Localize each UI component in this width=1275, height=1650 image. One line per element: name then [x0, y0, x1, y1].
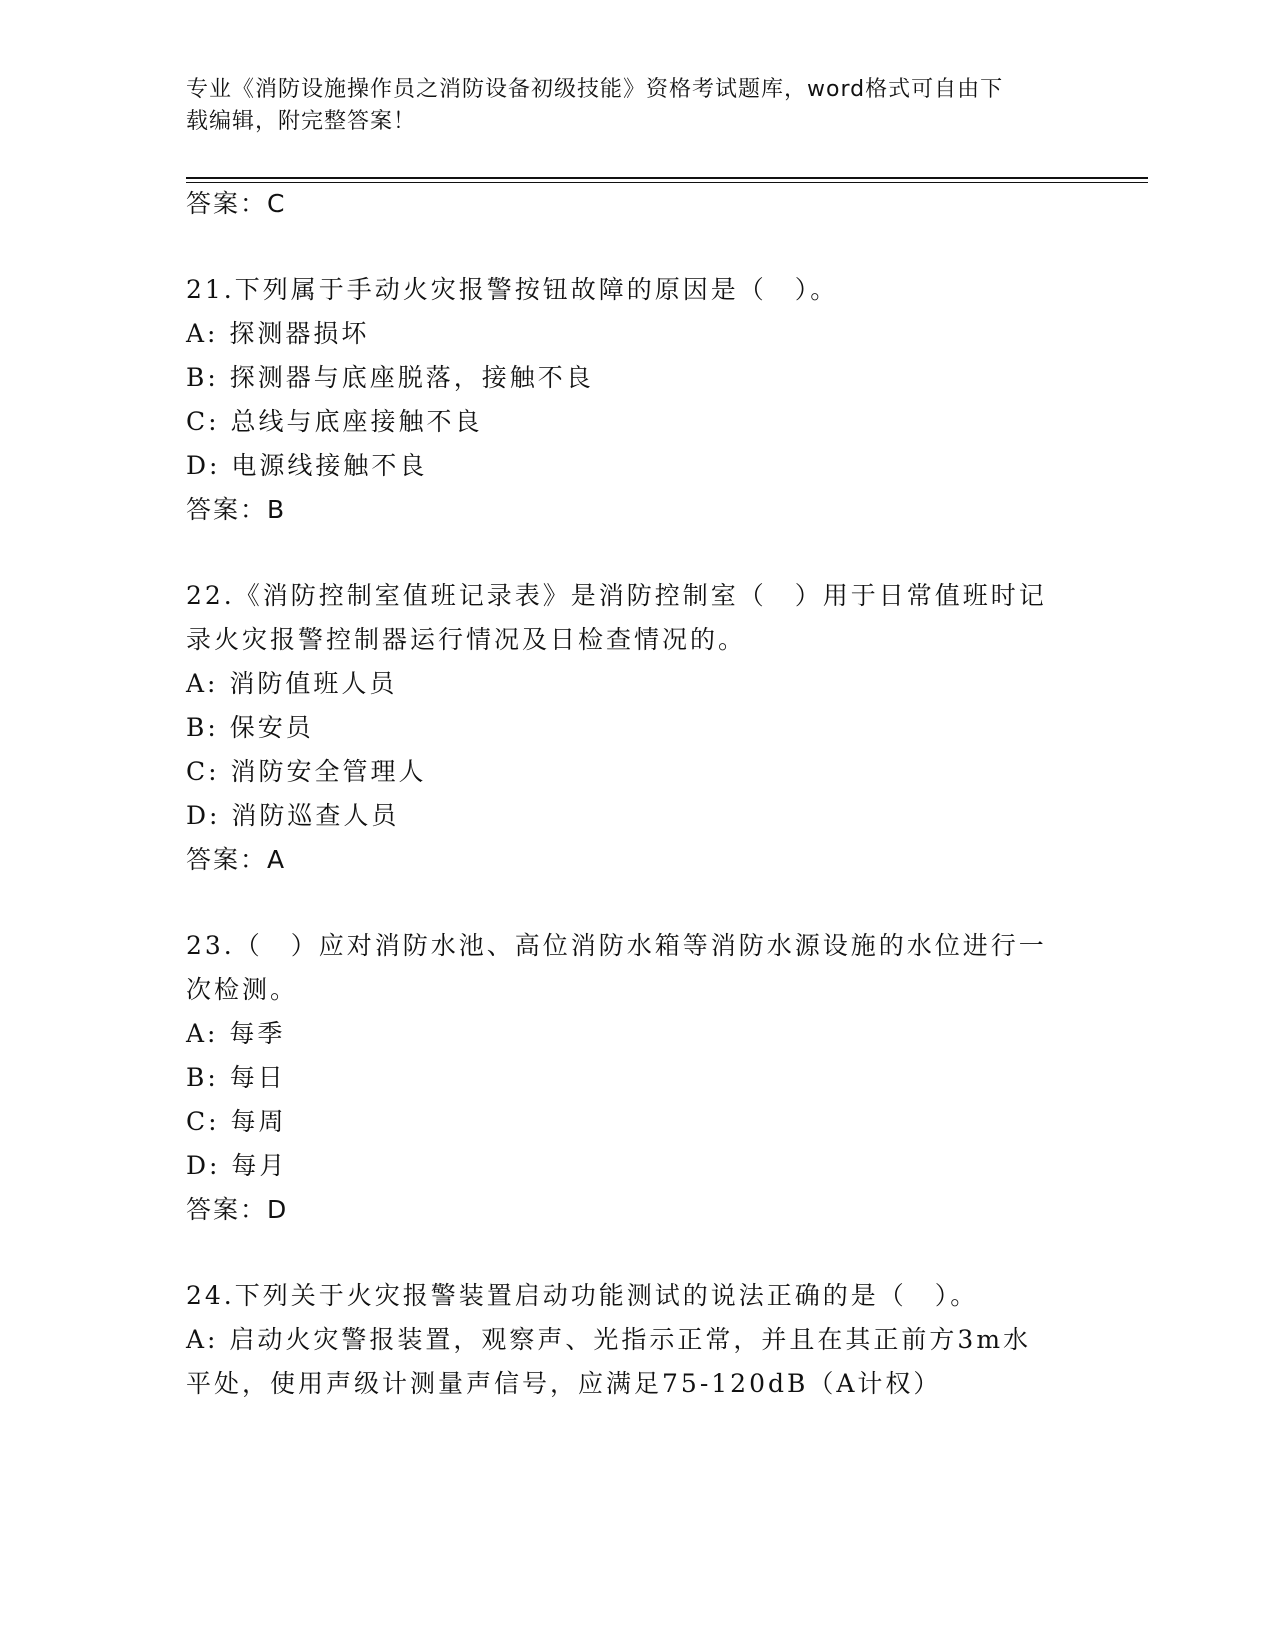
question-23-option-c: C: 每周 — [186, 1107, 287, 1136]
document-header — [186, 74, 1066, 138]
question-23-option-b: B: 每日 — [186, 1063, 286, 1092]
header-divider-thin — [186, 182, 1148, 183]
question-21-option-b: B: 探测器与底座脱落，接触不良 — [186, 363, 594, 392]
question-23-option-d: D: 每月 — [186, 1151, 288, 1180]
question-22-option-c: C: 消防安全管理人 — [186, 757, 427, 786]
header-line-1: 专业《消防设施操作员之消防设备初级技能》资格考试题库，word格式可自由下 — [186, 77, 1004, 102]
question-23-text-line-1: 23.（ ）应对消防水池、高位消防水箱等消防水源设施的水位进行一 — [186, 931, 1047, 960]
question-24-text: 24.下列关于火灾报警装置启动功能测试的说法正确的是（ ）。 — [186, 1281, 979, 1310]
question-23-text-line-2: 次检测。 — [186, 975, 299, 1004]
header-divider-thick — [186, 177, 1148, 179]
question-22-option-b: B: 保安员 — [186, 713, 314, 742]
answer-previous: 答案：C — [186, 189, 287, 218]
question-23-answer: 答案：D — [186, 1195, 289, 1224]
question-23-option-a: A: 每季 — [186, 1019, 286, 1048]
header-line-2: 载编辑，附完整答案！ — [186, 109, 417, 134]
question-24-option-a-line-2: 平处，使用声级计测量声信号，应满足75-120dB（A计权） — [186, 1369, 942, 1398]
question-21-text: 21.下列属于手动火灾报警按钮故障的原因是（ ）。 — [186, 275, 839, 304]
question-21-answer: 答案：B — [186, 495, 287, 524]
question-22-text-line-2: 录火灾报警控制器运行情况及日检查情况的。 — [186, 625, 747, 654]
question-22-option-a: A: 消防值班人员 — [186, 669, 398, 698]
question-21-option-c: C: 总线与底座接触不良 — [186, 407, 483, 436]
question-24-option-a-line-1: A: 启动火灾警报装置，观察声、光指示正常，并且在其正前方3m水 — [186, 1325, 1032, 1354]
question-22-option-d: D: 消防巡查人员 — [186, 801, 400, 830]
question-22-text-line-1: 22.《消防控制室值班记录表》是消防控制室（ ）用于日常值班时记 — [186, 581, 1047, 610]
question-21-option-d: D: 电源线接触不良 — [186, 451, 428, 480]
question-21-option-a: A: 探测器损坏 — [186, 319, 370, 348]
question-22-answer: 答案：A — [186, 845, 287, 874]
